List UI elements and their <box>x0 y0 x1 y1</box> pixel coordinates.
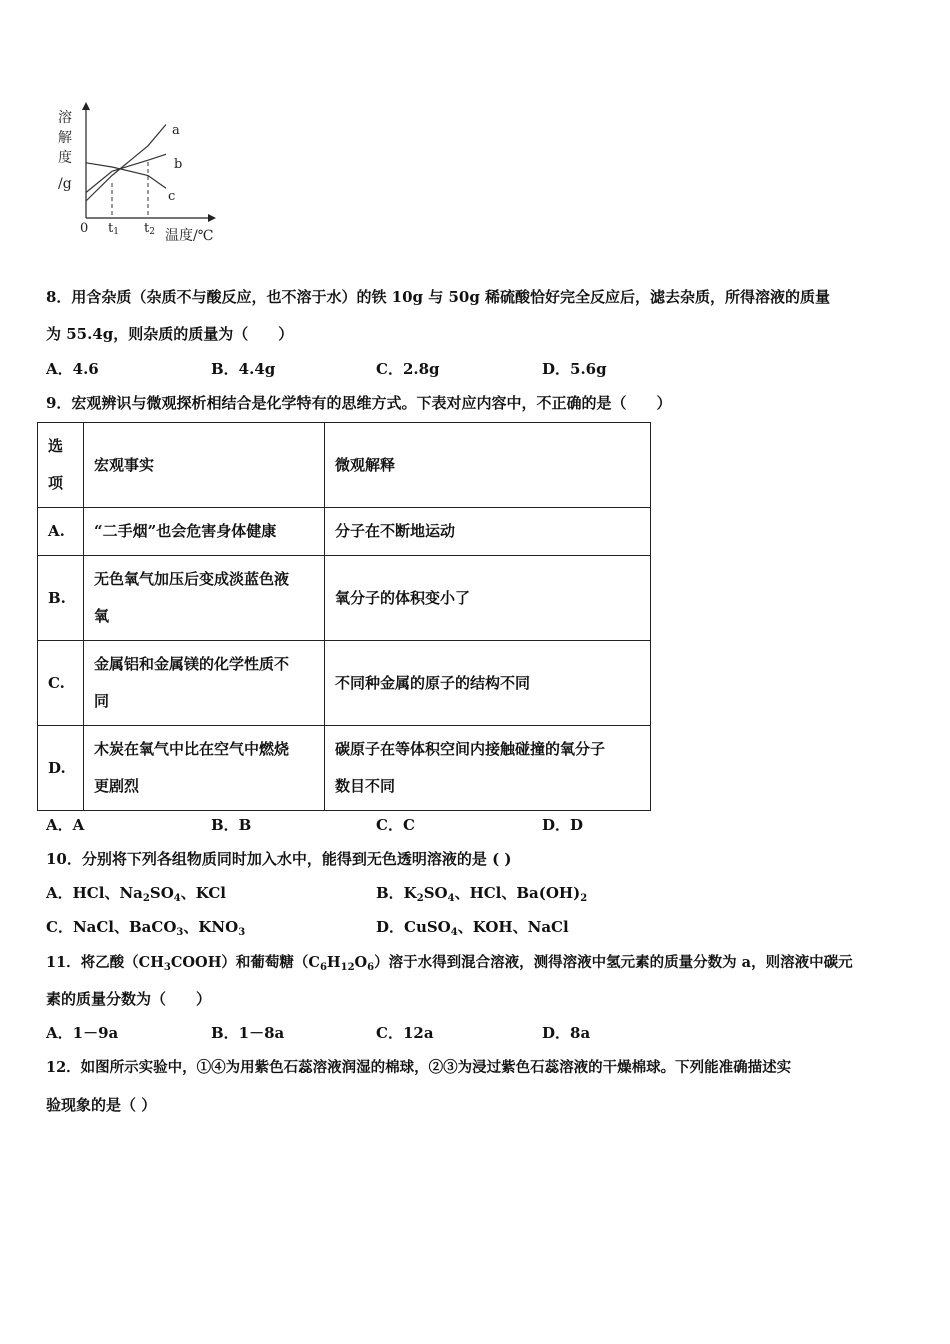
curve-label-c: c <box>168 189 176 204</box>
q11-option-c: C．12a <box>376 1024 434 1042</box>
solubility-curve-b <box>86 154 166 192</box>
row-option: B. <box>38 556 84 641</box>
header-option-cell: 选 项 <box>38 423 84 508</box>
table-row <box>38 726 651 811</box>
q9-option-c: C．C <box>376 816 415 834</box>
q10-option-c: C．NaCl、BaCO$_3$、$KNO_3$ <box>46 918 246 938</box>
row-micro-explanation: 碳原子在等体积空间内接触碰撞的氧分子 数目不同 <box>325 726 651 811</box>
origin-label: 0 <box>80 221 89 236</box>
y-axis-label-char-1: 溶 <box>58 110 72 126</box>
q10-option-d: D．CuSO$_4$、KOH、NaCl <box>376 918 569 938</box>
row-micro-explanation: 不同种金属的原子的结构不同 <box>325 641 651 726</box>
header-macro-cell: 宏观事实 <box>84 423 325 508</box>
table-row <box>38 556 651 641</box>
q8-stem-line1: 8．用含杂质（杂质不与酸反应，也不溶于水）的铁 10g 与 50g 稀硫酸恰好完全反应后，滤去杂质，所得溶液的质量 <box>46 288 831 306</box>
q12-stem-line2: 验现象的是（ ） <box>46 1096 157 1114</box>
row-macro-fact: “二手烟”也会危害身体健康 <box>84 508 325 556</box>
q9-stem: 9．宏观辨识与微观探析相结合是化学特有的思维方式。下表对应内容中，不正确的是（ ） <box>46 394 672 412</box>
q9-option-d: D．D <box>542 816 584 834</box>
y-axis-label-char-2: 解 <box>58 130 72 146</box>
row-micro-explanation: 分子在不断地运动 <box>325 508 651 556</box>
q11-option-d: D．8a <box>542 1024 591 1042</box>
curve-label-b: b <box>174 157 183 172</box>
q10-option-a: A．HCl、$Na_2SO_4$、KCl <box>46 884 227 904</box>
q10-option-b: B．$K_2SO_4$、HCl、$Ba(OH)_2$ <box>376 884 588 904</box>
q11-stem-line1: 11．将乙酸$(CH_3COOH)$和葡萄糖$(C_6H_{12}O_6)$溶于水得到混合溶液，测得溶液中氢元素的质量分数为 a，则溶液中碳元 <box>46 954 853 973</box>
q8-option-b: B．4.4g <box>211 360 276 378</box>
q8-option-d: D．5.6g <box>542 360 607 378</box>
row-option: C. <box>38 641 84 726</box>
y-axis-label-char-4: /g <box>58 176 72 192</box>
q10-stem: 10．分别将下列各组物质同时加入水中，能得到无色透明溶液的是 ( ) <box>46 850 512 868</box>
y-axis-arrow <box>82 102 90 110</box>
x-axis-arrow <box>208 214 216 222</box>
tick-label-t2: t2 <box>144 221 155 237</box>
q8-option-a: A．4.6 <box>46 360 99 378</box>
row-macro-fact: 木炭在氧气中比在空气中燃烧 更剧烈 <box>84 726 325 811</box>
table-row <box>38 641 651 726</box>
row-macro-fact: 无色氧气加压后变成淡蓝色液 氧 <box>84 556 325 641</box>
q9-table <box>37 422 651 811</box>
y-axis-label-char-3: 度 <box>58 150 72 166</box>
solubility-curve-a <box>86 125 166 202</box>
q8-option-c: C．2.8g <box>376 360 440 378</box>
q12-stem-line1: 12．如图所示实验中，①④为用紫色石蕊溶液润湿的棉球，②③为浸过紫色石蕊溶液的干燥棉球。下列能准确描述实 <box>46 1059 792 1076</box>
row-micro-explanation: 氧分子的体积变小了 <box>325 556 651 641</box>
q9-option-b: B．B <box>211 816 252 834</box>
table-header-row <box>38 423 651 508</box>
row-option: A. <box>38 508 84 556</box>
q9-option-a: A．A <box>46 816 85 834</box>
x-axis-label: 温度/℃ <box>165 228 214 244</box>
solubility-chart <box>50 100 230 250</box>
row-option: D. <box>38 726 84 811</box>
q11-option-a: A．1－9a <box>46 1024 119 1042</box>
curve-label-a: a <box>172 123 180 138</box>
tick-label-t1: t1 <box>108 221 119 237</box>
header-micro-cell: 微观解释 <box>325 423 651 508</box>
q11-stem-line2: 素的质量分数为（ ） <box>46 990 212 1008</box>
table-row <box>38 508 651 556</box>
q11-option-b: B．1－8a <box>211 1024 285 1042</box>
q8-stem-line2: 为 55.4g，则杂质的质量为（ ） <box>46 325 294 343</box>
row-macro-fact: 金属铝和金属镁的化学性质不 同 <box>84 641 325 726</box>
